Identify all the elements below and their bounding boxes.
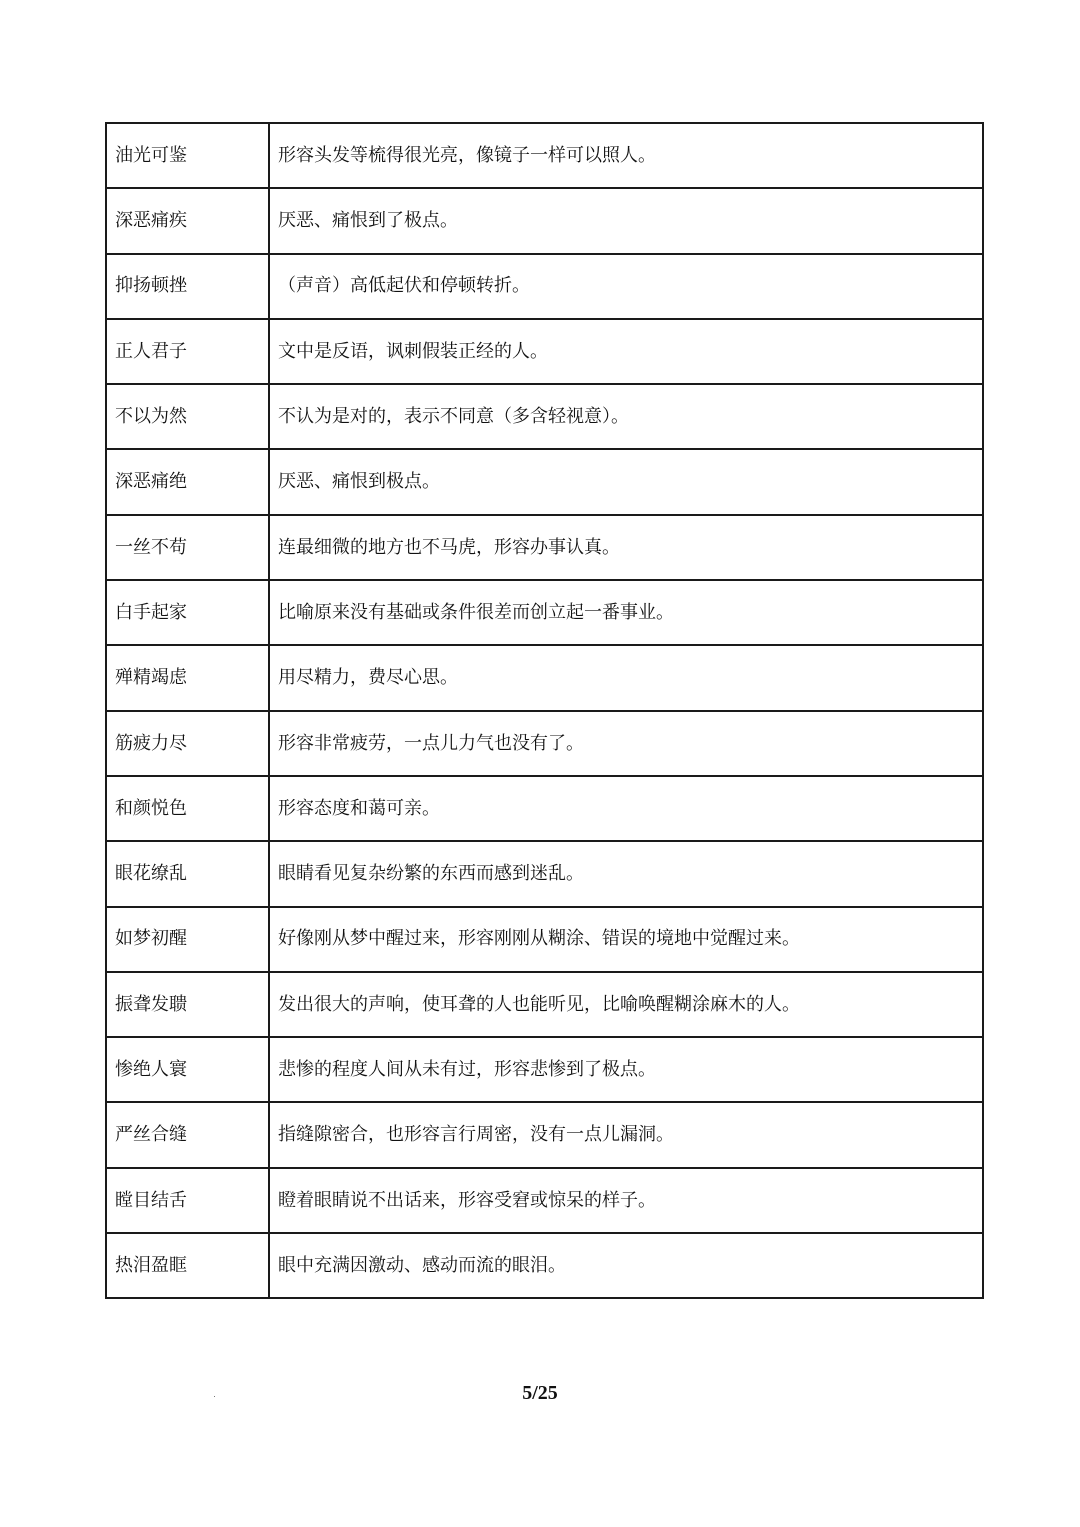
table-row	[106, 384, 983, 449]
idiom-term: 如梦初醒	[106, 907, 269, 972]
idiom-meaning: 眼中充满因激动、感动而流的眼泪。	[269, 1233, 983, 1298]
idiom-meaning: 连最细微的地方也不马虎，形容办事认真。	[269, 515, 983, 580]
idiom-term: 一丝不苟	[106, 515, 269, 580]
idiom-term: 不以为然	[106, 384, 269, 449]
idiom-meaning: 文中是反语，讽刺假装正经的人。	[269, 319, 983, 384]
table-row	[106, 254, 983, 319]
idiom-term: 正人君子	[106, 319, 269, 384]
idiom-term: 振聋发聩	[106, 972, 269, 1037]
idiom-meaning: 厌恶、痛恨到极点。	[269, 449, 983, 514]
idiom-meaning: （声音）高低起伏和停顿转折。	[269, 254, 983, 319]
idiom-meaning: 形容头发等梳得很光亮，像镜子一样可以照人。	[269, 123, 983, 188]
table-row	[106, 776, 983, 841]
table-row	[106, 841, 983, 906]
idiom-meaning: 形容非常疲劳，一点儿力气也没有了。	[269, 711, 983, 776]
idiom-meaning: 厌恶、痛恨到了极点。	[269, 188, 983, 253]
idiom-term: 殚精竭虑	[106, 645, 269, 710]
idiom-meaning: 用尽精力，费尽心思。	[269, 645, 983, 710]
idiom-term: 严丝合缝	[106, 1102, 269, 1167]
table-row	[106, 711, 983, 776]
idiom-term: 热泪盈眶	[106, 1233, 269, 1298]
page-number: 5/25	[522, 1382, 558, 1404]
idiom-meaning: 形容态度和蔼可亲。	[269, 776, 983, 841]
idiom-meaning: 眼睛看见复杂纷繁的东西而感到迷乱。	[269, 841, 983, 906]
idiom-term: 惨绝人寰	[106, 1037, 269, 1102]
table-row	[106, 1168, 983, 1233]
table-row	[106, 1037, 983, 1102]
idiom-term: 和颜悦色	[106, 776, 269, 841]
table-row	[106, 972, 983, 1037]
idiom-term: 油光可鉴	[106, 123, 269, 188]
idiom-meaning: 好像刚从梦中醒过来，形容刚刚从糊涂、错误的境地中觉醒过来。	[269, 907, 983, 972]
table-row	[106, 123, 983, 188]
idiom-meaning: 瞪着眼睛说不出话来，形容受窘或惊呆的样子。	[269, 1168, 983, 1233]
idiom-term: 深恶痛疾	[106, 188, 269, 253]
idiom-term: 眼花缭乱	[106, 841, 269, 906]
idiom-term: 抑扬顿挫	[106, 254, 269, 319]
table-row	[106, 1102, 983, 1167]
table-row	[106, 319, 983, 384]
idiom-term: 筋疲力尽	[106, 711, 269, 776]
idiom-term: 瞠目结舌	[106, 1168, 269, 1233]
table-row	[106, 907, 983, 972]
idiom-term: 深恶痛绝	[106, 449, 269, 514]
idiom-meaning: 悲惨的程度人间从未有过，形容悲惨到了极点。	[269, 1037, 983, 1102]
idiom-meaning: 不认为是对的，表示不同意（多含轻视意）。	[269, 384, 983, 449]
table-row	[106, 645, 983, 710]
table-row	[106, 580, 983, 645]
table-row	[106, 1233, 983, 1298]
idiom-term: 白手起家	[106, 580, 269, 645]
table-row	[106, 449, 983, 514]
idiom-meaning: 发出很大的声响，使耳聋的人也能听见，比喻唤醒糊涂麻木的人。	[269, 972, 983, 1037]
idiom-table	[105, 122, 984, 1299]
idiom-table-body	[106, 123, 983, 1298]
idiom-meaning: 比喻原来没有基础或条件很差而创立起一番事业。	[269, 580, 983, 645]
idiom-meaning: 指缝隙密合，也形容言行周密，没有一点儿漏洞。	[269, 1102, 983, 1167]
table-row	[106, 515, 983, 580]
table-row	[106, 188, 983, 253]
